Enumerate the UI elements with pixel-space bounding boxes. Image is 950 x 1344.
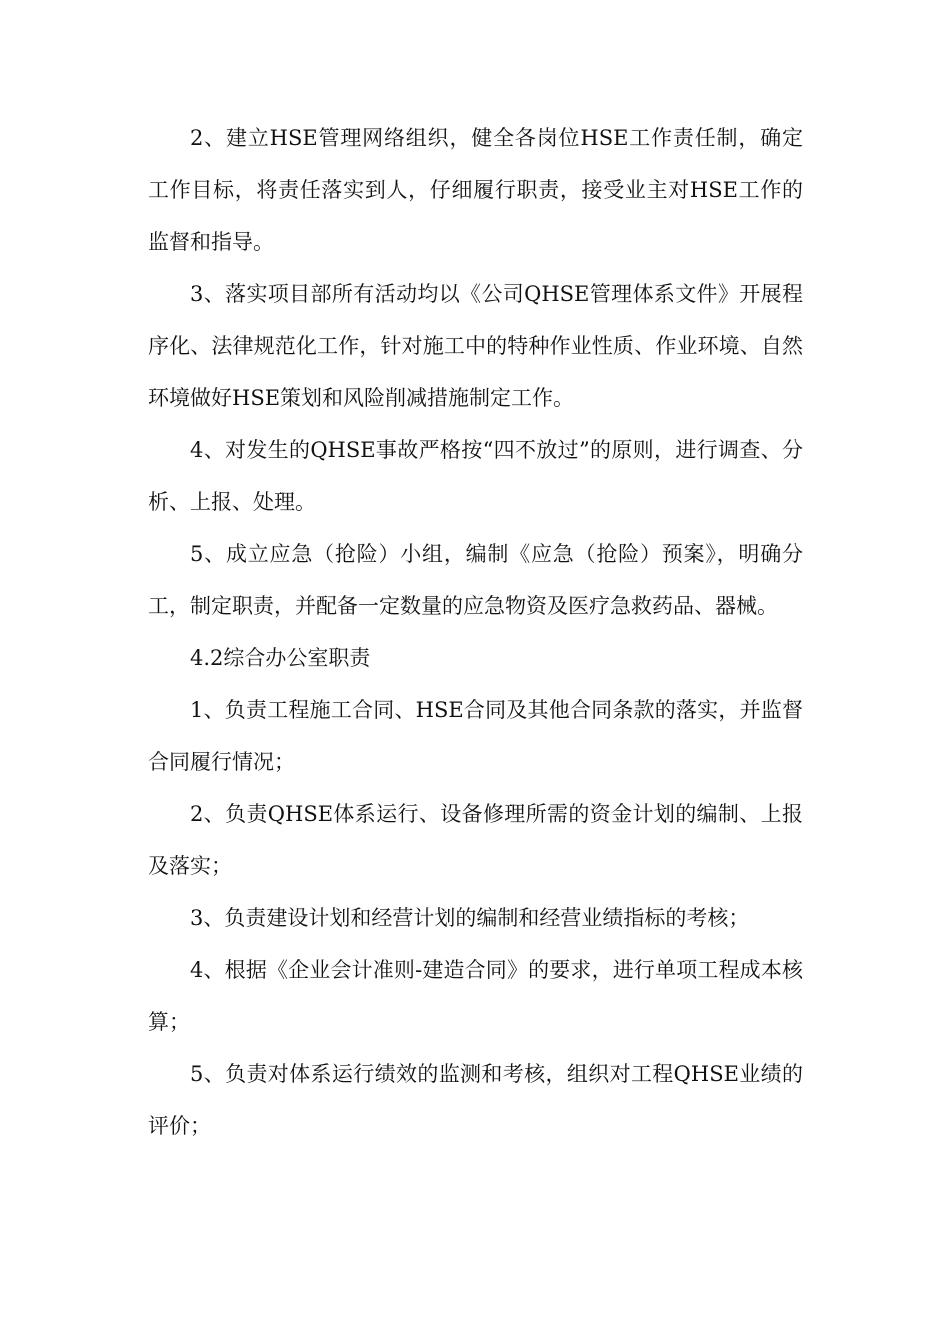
paragraph-planning: 3、负责建设计划和经营计划的编制和经营业绩指标的考核； bbox=[190, 906, 750, 930]
paragraph-contracts: 1、负责工程施工合同、HSE合同及其他合同条款的落实，并监督合同履行情况； bbox=[148, 698, 803, 774]
paragraph-cost-accounting: 4、根据《企业会计准则-建造合同》的要求，进行单项工程成本核算； bbox=[148, 958, 803, 1034]
paragraph-hse-network: 2、建立HSE管理网络组织，健全各岗位HSE工作责任制，确定工作目标，将责任落实到人，仔细履行职责，接受业主对HSE工作的监督和指导。 bbox=[148, 126, 803, 254]
paragraph-funding-plan: 2、负责QHSE体系运行、设备修理所需的资金计划的编制、上报及落实； bbox=[148, 802, 803, 878]
paragraph-performance-evaluation: 5、负责对体系运行绩效的监测和考核，组织对工程QHSE业绩的评价； bbox=[148, 1062, 803, 1138]
paragraph-accident-handling: 4、对发生的QHSE事故严格按“四不放过”的原则，进行调查、分析、上报、处理。 bbox=[148, 438, 803, 514]
document-body bbox=[148, 112, 803, 1152]
section-heading: 4.2综合办公室职责 bbox=[190, 646, 371, 670]
paragraph-qhse-system: 3、落实项目部所有活动均以《公司QHSE管理体系文件》开展程序化、法律规范化工作，针对施工中的特种作业性质、作业环境、自然环境做好HSE策划和风险削减措施制定工作。 bbox=[148, 282, 803, 410]
paragraph-emergency-team: 5、成立应急（抢险）小组，编制《应急（抢险）预案》，明确分工，制定职责，并配备一定数量的应急物资及医疗急救药品、器械。 bbox=[148, 542, 803, 618]
